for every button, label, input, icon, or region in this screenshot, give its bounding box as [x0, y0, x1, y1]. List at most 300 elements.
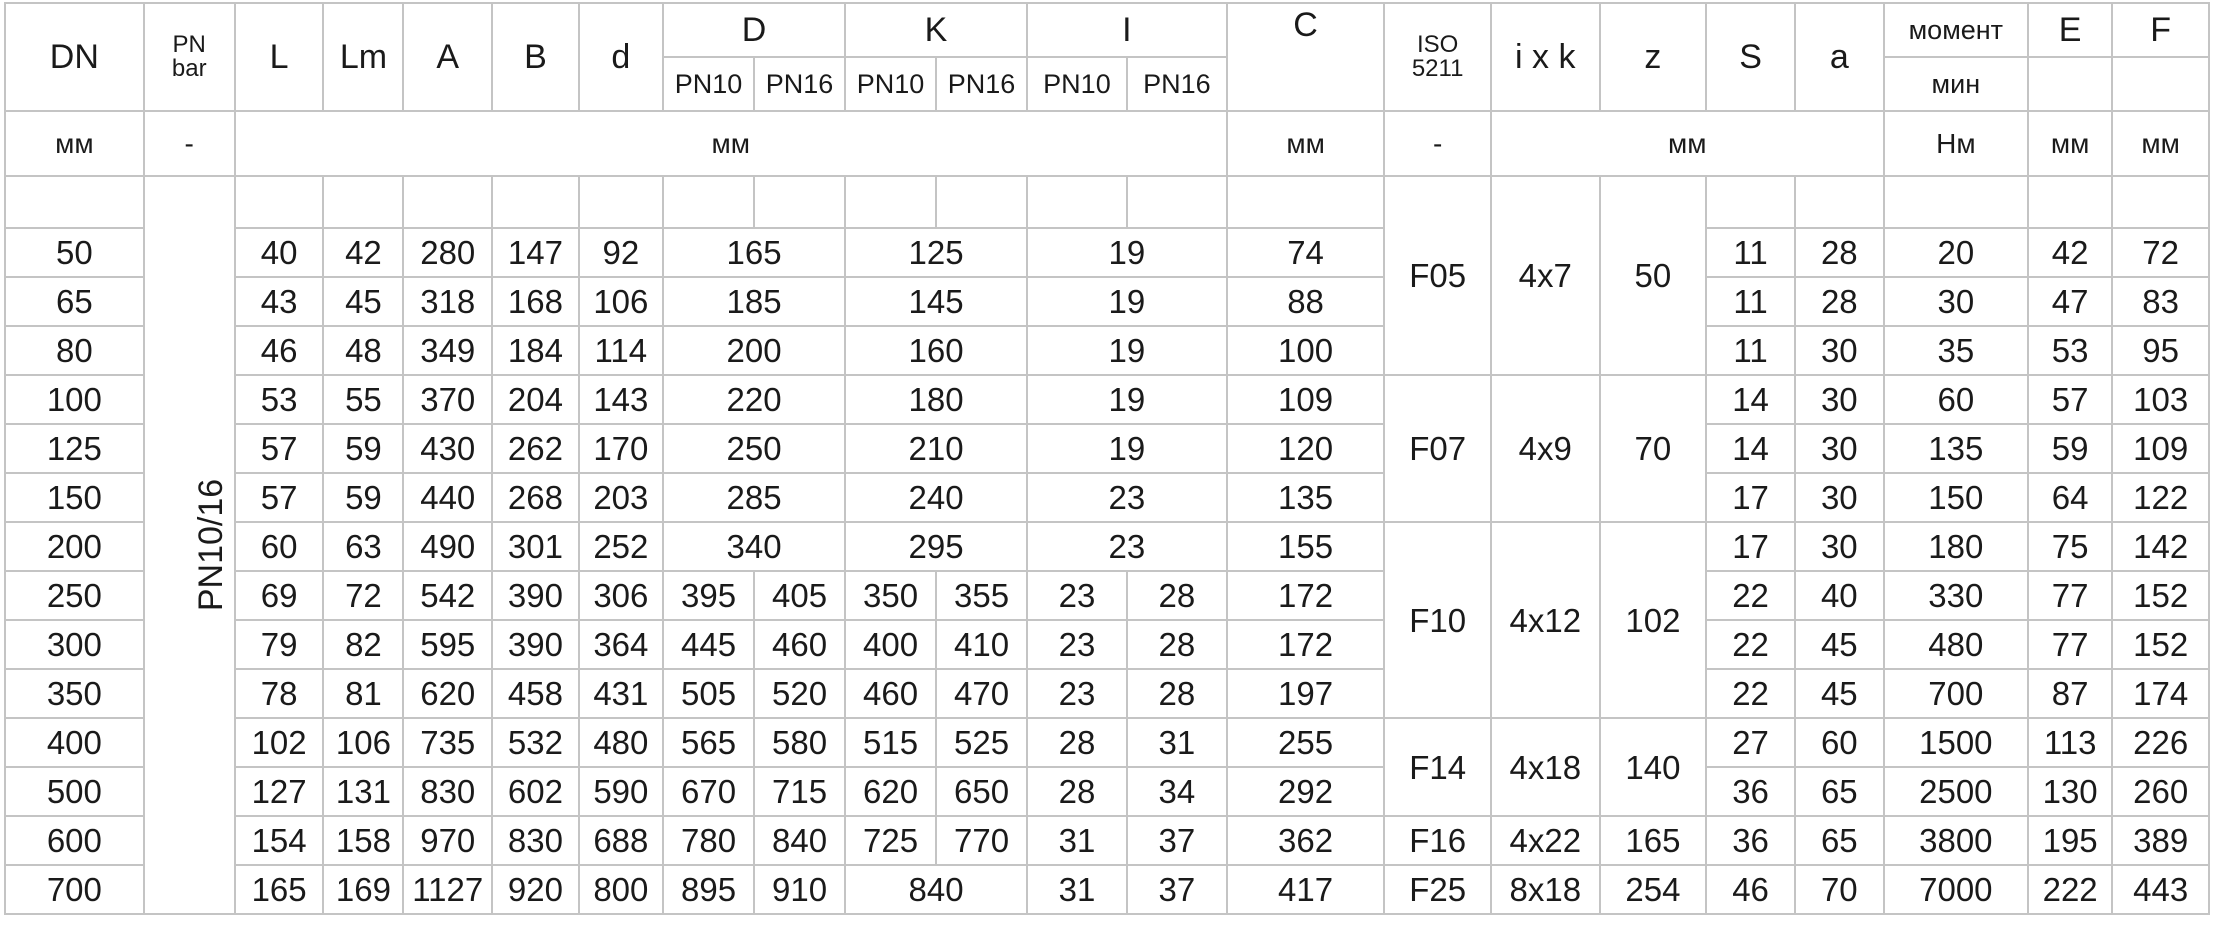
cell-K: 125 — [845, 228, 1027, 277]
cell-D-pn10: 565 — [663, 718, 754, 767]
cell-f: 72 — [2112, 228, 2209, 277]
cell-b: 168 — [492, 277, 579, 326]
spacer-cell — [235, 176, 324, 228]
ixk-cell: 4x9 — [1491, 375, 1600, 522]
table-row — [5, 424, 2209, 473]
cell-a: 542 — [403, 571, 492, 620]
cell-l: 43 — [235, 277, 324, 326]
cell-moment: 30 — [1884, 277, 2028, 326]
spacer-cell — [1795, 176, 1884, 228]
cell-l: 69 — [235, 571, 324, 620]
cell-c: 88 — [1227, 277, 1385, 326]
cell-f: 109 — [2112, 424, 2209, 473]
iso-cell: F25 — [1384, 865, 1491, 914]
header-k-group: K — [845, 3, 1027, 57]
cell-l: 40 — [235, 228, 324, 277]
cell-s: 22 — [1706, 620, 1795, 669]
header-z: z — [1600, 3, 1707, 111]
cell-D-pn10: 780 — [663, 816, 754, 865]
header-ixk: i x k — [1491, 3, 1600, 111]
cell-I-pn10: 28 — [1027, 718, 1127, 767]
table-row — [5, 228, 2209, 277]
header-d-pn10: PN10 — [663, 57, 754, 111]
cell-s: 14 — [1706, 424, 1795, 473]
cell-I: 19 — [1027, 277, 1227, 326]
cell-K-pn16: 770 — [936, 816, 1027, 865]
cell-D-pn10: 895 — [663, 865, 754, 914]
spacer-cell — [1706, 176, 1795, 228]
table-row — [5, 767, 2209, 816]
cell-lm: 42 — [323, 228, 403, 277]
table-row — [5, 816, 2209, 865]
cell-c: 362 — [1227, 816, 1385, 865]
cell-moment: 180 — [1884, 522, 2028, 571]
cell-moment: 7000 — [1884, 865, 2028, 914]
cell-s: 22 — [1706, 571, 1795, 620]
cell-a2: 30 — [1795, 473, 1884, 522]
cell-moment: 150 — [1884, 473, 2028, 522]
cell-f: 95 — [2112, 326, 2209, 375]
cell-a: 620 — [403, 669, 492, 718]
cell-D-pn16: 520 — [754, 669, 845, 718]
valve-dimensions-table — [4, 2, 2210, 915]
header-dn: DN — [5, 3, 144, 111]
cell-dn: 100 — [5, 375, 144, 424]
cell-moment: 60 — [1884, 375, 2028, 424]
cell-b: 147 — [492, 228, 579, 277]
header-lm: Lm — [323, 3, 403, 111]
spacer-cell — [5, 176, 144, 228]
iso-cell: F05 — [1384, 176, 1491, 375]
cell-I: 19 — [1027, 228, 1227, 277]
cell-K-pn16: 650 — [936, 767, 1027, 816]
header-f: F — [2112, 3, 2209, 57]
cell-d: 306 — [579, 571, 663, 620]
cell-D-pn10: 505 — [663, 669, 754, 718]
cell-I-pn16: 28 — [1127, 571, 1227, 620]
z-cell: 70 — [1600, 375, 1707, 522]
header-s: S — [1706, 3, 1795, 111]
cell-dn: 80 — [5, 326, 144, 375]
cell-I-pn10: 28 — [1027, 767, 1127, 816]
cell-dn: 700 — [5, 865, 144, 914]
cell-dn: 250 — [5, 571, 144, 620]
cell-e: 42 — [2028, 228, 2112, 277]
header-k-pn10: PN10 — [845, 57, 936, 111]
table-row — [5, 571, 2209, 620]
cell-moment: 480 — [1884, 620, 2028, 669]
cell-K: 240 — [845, 473, 1027, 522]
cell-dn: 150 — [5, 473, 144, 522]
cell-s: 17 — [1706, 473, 1795, 522]
cell-c: 135 — [1227, 473, 1385, 522]
z-cell: 140 — [1600, 718, 1707, 816]
cell-s: 11 — [1706, 326, 1795, 375]
cell-K: 160 — [845, 326, 1027, 375]
cell-l: 127 — [235, 767, 324, 816]
cell-dn: 300 — [5, 620, 144, 669]
cell-moment: 35 — [1884, 326, 2028, 375]
cell-I-pn16: 37 — [1127, 865, 1227, 914]
ixk-cell: 8x18 — [1491, 865, 1600, 914]
cell-e: 64 — [2028, 473, 2112, 522]
cell-b: 301 — [492, 522, 579, 571]
cell-I-pn10: 31 — [1027, 816, 1127, 865]
unit-ixk-group: мм — [1491, 111, 1884, 176]
cell-d: 170 — [579, 424, 663, 473]
ixk-cell: 4x12 — [1491, 522, 1600, 718]
header-i-group: I — [1027, 3, 1227, 57]
cell-f: 260 — [2112, 767, 2209, 816]
header-d-group: D — [663, 3, 845, 57]
cell-b: 268 — [492, 473, 579, 522]
cell-K: 840 — [845, 865, 1027, 914]
cell-l: 102 — [235, 718, 324, 767]
header-pn-bottom: bar — [171, 55, 207, 82]
cell-b: 204 — [492, 375, 579, 424]
cell-moment: 20 — [1884, 228, 2028, 277]
cell-a: 318 — [403, 277, 492, 326]
cell-lm: 81 — [323, 669, 403, 718]
z-cell: 165 — [1600, 816, 1707, 865]
header-pn-top: PN — [172, 31, 206, 58]
cell-l: 46 — [235, 326, 324, 375]
cell-c: 109 — [1227, 375, 1385, 424]
cell-f: 142 — [2112, 522, 2209, 571]
spacer-cell — [1127, 176, 1227, 228]
cell-d: 114 — [579, 326, 663, 375]
cell-l: 78 — [235, 669, 324, 718]
cell-moment: 700 — [1884, 669, 2028, 718]
cell-lm: 48 — [323, 326, 403, 375]
cell-d: 252 — [579, 522, 663, 571]
cell-lm: 158 — [323, 816, 403, 865]
header-moment-top: момент — [1884, 3, 2028, 57]
cell-moment: 135 — [1884, 424, 2028, 473]
cell-e: 77 — [2028, 571, 2112, 620]
header-pn — [144, 3, 235, 111]
cell-f: 443 — [2112, 865, 2209, 914]
cell-a2: 70 — [1795, 865, 1884, 914]
cell-K: 210 — [845, 424, 1027, 473]
cell-c: 100 — [1227, 326, 1385, 375]
unit-c: мм — [1227, 111, 1385, 176]
cell-a2: 30 — [1795, 326, 1884, 375]
cell-a: 830 — [403, 767, 492, 816]
cell-dn: 600 — [5, 816, 144, 865]
cell-a2: 30 — [1795, 424, 1884, 473]
cell-f: 152 — [2112, 620, 2209, 669]
cell-a: 280 — [403, 228, 492, 277]
cell-K-pn10: 620 — [845, 767, 936, 816]
cell-lm: 169 — [323, 865, 403, 914]
cell-dn: 350 — [5, 669, 144, 718]
header-e: E — [2028, 3, 2112, 57]
header-i-pn10: PN10 — [1027, 57, 1127, 111]
cell-moment: 3800 — [1884, 816, 2028, 865]
cell-l: 154 — [235, 816, 324, 865]
cell-lm: 55 — [323, 375, 403, 424]
cell-e: 77 — [2028, 620, 2112, 669]
unit-moment: Нм — [1884, 111, 2028, 176]
cell-l: 57 — [235, 424, 324, 473]
cell-D-pn10: 670 — [663, 767, 754, 816]
cell-f: 122 — [2112, 473, 2209, 522]
cell-K-pn16: 410 — [936, 620, 1027, 669]
cell-lm: 59 — [323, 473, 403, 522]
cell-s: 27 — [1706, 718, 1795, 767]
cell-s: 36 — [1706, 816, 1795, 865]
cell-s: 14 — [1706, 375, 1795, 424]
cell-c: 255 — [1227, 718, 1385, 767]
cell-b: 532 — [492, 718, 579, 767]
unit-pn: - — [144, 111, 235, 176]
cell-s: 17 — [1706, 522, 1795, 571]
cell-b: 390 — [492, 620, 579, 669]
cell-b: 390 — [492, 571, 579, 620]
cell-a: 440 — [403, 473, 492, 522]
cell-D-pn16: 910 — [754, 865, 845, 914]
spacer-cell — [936, 176, 1027, 228]
cell-D-pn10: 445 — [663, 620, 754, 669]
z-cell: 102 — [1600, 522, 1707, 718]
header-iso-bottom: 5211 — [1411, 55, 1464, 82]
cell-moment: 330 — [1884, 571, 2028, 620]
cell-moment: 2500 — [1884, 767, 2028, 816]
header-i-pn16: PN16 — [1127, 57, 1227, 111]
spacer-cell — [1227, 176, 1385, 228]
cell-a2: 28 — [1795, 228, 1884, 277]
cell-I-pn16: 31 — [1127, 718, 1227, 767]
cell-moment: 1500 — [1884, 718, 2028, 767]
cell-I-pn16: 28 — [1127, 620, 1227, 669]
table-row — [5, 620, 2209, 669]
cell-D: 165 — [663, 228, 845, 277]
cell-l: 57 — [235, 473, 324, 522]
spacer-cell — [1884, 176, 2028, 228]
cell-e: 113 — [2028, 718, 2112, 767]
cell-b: 830 — [492, 816, 579, 865]
cell-l: 60 — [235, 522, 324, 571]
cell-a2: 45 — [1795, 669, 1884, 718]
cell-lm: 82 — [323, 620, 403, 669]
cell-s: 11 — [1706, 277, 1795, 326]
cell-e: 47 — [2028, 277, 2112, 326]
pn-group-label: PN10/16 — [191, 478, 230, 612]
table-row — [5, 865, 2209, 914]
cell-I: 19 — [1027, 424, 1227, 473]
spacer-cell — [754, 176, 845, 228]
cell-d: 143 — [579, 375, 663, 424]
cell-f: 389 — [2112, 816, 2209, 865]
cell-K-pn10: 400 — [845, 620, 936, 669]
cell-e: 195 — [2028, 816, 2112, 865]
cell-I: 19 — [1027, 326, 1227, 375]
pn-group-cell — [144, 176, 235, 914]
cell-d: 590 — [579, 767, 663, 816]
cell-l: 53 — [235, 375, 324, 424]
cell-I-pn10: 31 — [1027, 865, 1127, 914]
cell-D-pn16: 840 — [754, 816, 845, 865]
cell-a: 1127 — [403, 865, 492, 914]
cell-dn: 50 — [5, 228, 144, 277]
cell-K-pn10: 725 — [845, 816, 936, 865]
cell-I: 19 — [1027, 375, 1227, 424]
cell-c: 155 — [1227, 522, 1385, 571]
cell-b: 602 — [492, 767, 579, 816]
cell-K-pn10: 350 — [845, 571, 936, 620]
cell-e: 222 — [2028, 865, 2112, 914]
cell-lm: 72 — [323, 571, 403, 620]
cell-a: 970 — [403, 816, 492, 865]
ixk-cell: 4x22 — [1491, 816, 1600, 865]
header-a: A — [403, 3, 492, 111]
cell-b: 184 — [492, 326, 579, 375]
cell-d: 92 — [579, 228, 663, 277]
unit-dn: мм — [5, 111, 144, 176]
table-row — [5, 277, 2209, 326]
table-row — [5, 718, 2209, 767]
table-row — [5, 375, 2209, 424]
header-k-pn16: PN16 — [936, 57, 1027, 111]
cell-c: 74 — [1227, 228, 1385, 277]
cell-f: 103 — [2112, 375, 2209, 424]
table-row — [5, 326, 2209, 375]
spacer-cell — [663, 176, 754, 228]
cell-d: 431 — [579, 669, 663, 718]
header-iso-top: ISO — [1416, 31, 1459, 58]
cell-I-pn10: 23 — [1027, 669, 1127, 718]
cell-s: 46 — [1706, 865, 1795, 914]
iso-cell: F10 — [1384, 522, 1491, 718]
cell-e: 53 — [2028, 326, 2112, 375]
cell-D: 200 — [663, 326, 845, 375]
cell-K: 180 — [845, 375, 1027, 424]
header-f-blank — [2112, 57, 2209, 111]
spacer-cell — [323, 176, 403, 228]
cell-d: 800 — [579, 865, 663, 914]
cell-s: 36 — [1706, 767, 1795, 816]
cell-a: 430 — [403, 424, 492, 473]
cell-K: 145 — [845, 277, 1027, 326]
header-moment-bottom: мин — [1884, 57, 2028, 111]
iso-cell: F16 — [1384, 816, 1491, 865]
ixk-cell: 4x7 — [1491, 176, 1600, 375]
cell-I-pn16: 28 — [1127, 669, 1227, 718]
header-iso — [1384, 3, 1491, 111]
cell-s: 11 — [1706, 228, 1795, 277]
iso-cell: F07 — [1384, 375, 1491, 522]
cell-c: 172 — [1227, 571, 1385, 620]
cell-b: 262 — [492, 424, 579, 473]
spacer-cell — [2028, 176, 2112, 228]
cell-K-pn16: 470 — [936, 669, 1027, 718]
cell-D: 185 — [663, 277, 845, 326]
cell-e: 87 — [2028, 669, 2112, 718]
cell-dn: 500 — [5, 767, 144, 816]
iso-cell: F14 — [1384, 718, 1491, 816]
header-d-small: d — [579, 3, 663, 111]
cell-K-pn16: 525 — [936, 718, 1027, 767]
header-e-blank — [2028, 57, 2112, 111]
unit-e: мм — [2028, 111, 2112, 176]
cell-dn: 400 — [5, 718, 144, 767]
cell-c: 120 — [1227, 424, 1385, 473]
header-a-small: a — [1795, 3, 1884, 111]
spacer-cell — [1027, 176, 1127, 228]
cell-l: 79 — [235, 620, 324, 669]
cell-a2: 28 — [1795, 277, 1884, 326]
cell-K-pn10: 460 — [845, 669, 936, 718]
cell-a2: 65 — [1795, 767, 1884, 816]
spacer-cell — [579, 176, 663, 228]
cell-D-pn10: 395 — [663, 571, 754, 620]
cell-l: 165 — [235, 865, 324, 914]
cell-a: 490 — [403, 522, 492, 571]
spacer-cell — [403, 176, 492, 228]
spacer-cell — [492, 176, 579, 228]
table-row — [5, 522, 2209, 571]
cell-D-pn16: 715 — [754, 767, 845, 816]
cell-I-pn16: 34 — [1127, 767, 1227, 816]
cell-d: 203 — [579, 473, 663, 522]
unit-f: мм — [2112, 111, 2209, 176]
cell-a2: 30 — [1795, 375, 1884, 424]
header-d-pn16: PN16 — [754, 57, 845, 111]
cell-dn: 65 — [5, 277, 144, 326]
cell-D-pn16: 580 — [754, 718, 845, 767]
cell-a2: 65 — [1795, 816, 1884, 865]
cell-a: 735 — [403, 718, 492, 767]
z-cell: 254 — [1600, 865, 1707, 914]
table-row — [5, 669, 2209, 718]
header-l: L — [235, 3, 324, 111]
spacer-cell — [845, 176, 936, 228]
cell-c: 292 — [1227, 767, 1385, 816]
cell-a2: 45 — [1795, 620, 1884, 669]
cell-f: 174 — [2112, 669, 2209, 718]
cell-e: 57 — [2028, 375, 2112, 424]
cell-a: 595 — [403, 620, 492, 669]
cell-b: 920 — [492, 865, 579, 914]
cell-e: 130 — [2028, 767, 2112, 816]
cell-a: 370 — [403, 375, 492, 424]
cell-lm: 45 — [323, 277, 403, 326]
cell-d: 364 — [579, 620, 663, 669]
cell-I: 23 — [1027, 522, 1227, 571]
cell-a: 349 — [403, 326, 492, 375]
cell-f: 226 — [2112, 718, 2209, 767]
cell-lm: 59 — [323, 424, 403, 473]
cell-a2: 60 — [1795, 718, 1884, 767]
cell-D: 340 — [663, 522, 845, 571]
cell-lm: 106 — [323, 718, 403, 767]
cell-d: 688 — [579, 816, 663, 865]
cell-dn: 200 — [5, 522, 144, 571]
header-b: B — [492, 3, 579, 111]
cell-a2: 30 — [1795, 522, 1884, 571]
cell-e: 75 — [2028, 522, 2112, 571]
unit-iso: - — [1384, 111, 1491, 176]
cell-b: 458 — [492, 669, 579, 718]
cell-lm: 63 — [323, 522, 403, 571]
z-cell: 50 — [1600, 176, 1707, 375]
cell-D-pn16: 405 — [754, 571, 845, 620]
cell-lm: 131 — [323, 767, 403, 816]
cell-c: 172 — [1227, 620, 1385, 669]
cell-I: 23 — [1027, 473, 1227, 522]
table-row — [5, 473, 2209, 522]
